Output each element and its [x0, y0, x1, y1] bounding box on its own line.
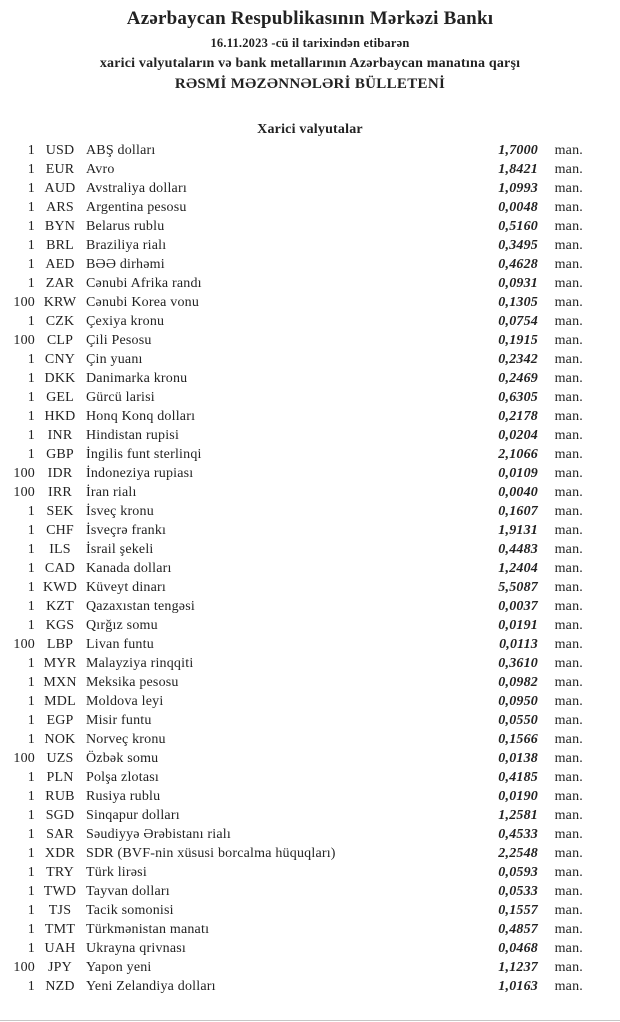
currency-name: İngilis funt sterlinqi: [86, 447, 202, 462]
rate-value: 0,1557: [498, 903, 538, 918]
rate-row: [0, 730, 620, 749]
rate-value: 1,9131: [498, 523, 538, 538]
rate-quantity: 1: [27, 903, 35, 918]
rate-quantity: 1: [27, 713, 35, 728]
rate-unit: man.: [554, 922, 583, 937]
rate-value: 1,7000: [498, 143, 538, 158]
rate-value: 2,2548: [498, 846, 538, 861]
rate-value: 0,2469: [498, 371, 538, 386]
currency-code: GEL: [46, 390, 74, 405]
currency-code: TWD: [43, 884, 77, 899]
currency-code: IDR: [47, 466, 73, 481]
currency-code: UAH: [44, 941, 76, 956]
effective-date-line: 16.11.2023 -cü il tarixindən etibarən: [210, 36, 410, 50]
currency-code: CAD: [44, 561, 76, 576]
rate-row: [0, 141, 620, 160]
rate-quantity: 1: [27, 922, 35, 937]
currency-name: Türkmənistan manatı: [86, 922, 210, 937]
rate-row: [0, 673, 620, 692]
rate-row: [0, 768, 620, 787]
rate-row: [0, 654, 620, 673]
currency-name: İndoneziya rupiası: [86, 466, 194, 481]
rate-unit: man.: [554, 428, 583, 443]
rate-value: 2,1066: [498, 447, 538, 462]
rate-row: [0, 958, 620, 977]
rate-row: [0, 312, 620, 331]
rate-row: [0, 901, 620, 920]
section-title-foreign-currencies: Xarici valyutalar: [257, 122, 363, 137]
rate-unit: man.: [554, 181, 583, 196]
currency-name: Argentina pesosu: [86, 200, 187, 215]
rate-value: 0,1305: [498, 295, 538, 310]
rate-value: 0,4483: [498, 542, 538, 557]
currency-code: ILS: [49, 542, 71, 557]
rate-row: [0, 882, 620, 901]
rate-quantity: 1: [27, 371, 35, 386]
rate-unit: man.: [554, 827, 583, 842]
rate-quantity: 1: [27, 732, 35, 747]
rate-unit: man.: [554, 542, 583, 557]
rate-value: 0,0550: [498, 713, 538, 728]
currency-name: İsrail şekeli: [86, 542, 154, 557]
rate-row: [0, 616, 620, 635]
rate-row: [0, 635, 620, 654]
rate-unit: man.: [554, 295, 583, 310]
rate-value: 0,0931: [498, 276, 538, 291]
rate-unit: man.: [554, 979, 583, 994]
rate-row: [0, 255, 620, 274]
currency-code: XDR: [44, 846, 76, 861]
rate-value: 0,0593: [498, 865, 538, 880]
rate-row: [0, 160, 620, 179]
currency-code: AUD: [44, 181, 76, 196]
rate-quantity: 1: [27, 694, 35, 709]
rate-quantity: 1: [27, 675, 35, 690]
currency-code: DKK: [44, 371, 76, 386]
currency-name: Moldova leyi: [86, 694, 164, 709]
rate-unit: man.: [554, 200, 583, 215]
rate-row: [0, 331, 620, 350]
currency-name: Qazaxıstan tengəsi: [86, 599, 195, 614]
rate-unit: man.: [554, 143, 583, 158]
rate-unit: man.: [554, 561, 583, 576]
rate-quantity: 1: [27, 656, 35, 671]
rate-quantity: 1: [27, 523, 35, 538]
currency-code: KGS: [45, 618, 75, 633]
rate-unit: man.: [554, 865, 583, 880]
rate-value: 0,0109: [498, 466, 538, 481]
rate-unit: man.: [554, 352, 583, 367]
rate-quantity: 1: [27, 618, 35, 633]
rate-quantity: 1: [27, 352, 35, 367]
currency-name: Özbək somu: [86, 751, 159, 766]
rate-row: [0, 844, 620, 863]
rate-row: [0, 198, 620, 217]
currency-code: SAR: [46, 827, 74, 842]
rate-value: 0,0950: [498, 694, 538, 709]
rate-value: 0,0040: [498, 485, 538, 500]
rate-row: [0, 825, 620, 844]
currency-name: Gürcü larisi: [86, 390, 155, 405]
rate-unit: man.: [554, 808, 583, 823]
currency-code: HKD: [44, 409, 76, 424]
currency-name: Avstraliya dolları: [86, 181, 187, 196]
rate-value: 0,0037: [498, 599, 538, 614]
currency-code: CZK: [45, 314, 75, 329]
currency-code: PLN: [46, 770, 74, 785]
rate-unit: man.: [554, 219, 583, 234]
currency-name: Honq Konq dolları: [86, 409, 196, 424]
rate-quantity: 100: [13, 333, 35, 348]
currency-code: MYR: [43, 656, 77, 671]
rate-row: [0, 426, 620, 445]
currency-code: IRR: [48, 485, 72, 500]
currency-code: KZT: [46, 599, 74, 614]
rate-row: [0, 293, 620, 312]
currency-name: Danimarka kronu: [86, 371, 188, 386]
rate-value: 0,0754: [498, 314, 538, 329]
rate-row: [0, 521, 620, 540]
rate-quantity: 1: [27, 314, 35, 329]
rate-quantity: 1: [27, 181, 35, 196]
currency-name: Yeni Zelandiya dolları: [86, 979, 216, 994]
rate-value: 0,0048: [498, 200, 538, 215]
currency-name: Türk lirəsi: [86, 865, 147, 880]
rate-row: [0, 711, 620, 730]
rate-row: [0, 578, 620, 597]
rate-value: 1,2581: [498, 808, 538, 823]
currency-name: Qırğız somu: [86, 618, 158, 633]
currency-code: KRW: [43, 295, 77, 310]
rate-unit: man.: [554, 504, 583, 519]
rate-unit: man.: [554, 751, 583, 766]
bulletin-title: RƏSMİ MƏZƏNNƏLƏRİ BÜLLETENİ: [174, 76, 446, 92]
rate-row: [0, 597, 620, 616]
currency-code: UZS: [46, 751, 74, 766]
currency-code: BRL: [46, 238, 74, 253]
currency-code: KWD: [42, 580, 78, 595]
rate-unit: man.: [554, 409, 583, 424]
rate-row: [0, 274, 620, 293]
rate-row: [0, 920, 620, 939]
currency-name: İsveç kronu: [86, 504, 154, 519]
rate-unit: man.: [554, 466, 583, 481]
rate-unit: man.: [554, 238, 583, 253]
currency-code: MXN: [43, 675, 77, 690]
currency-name: Braziliya rialı: [86, 238, 167, 253]
currency-name: Polşa zlotası: [86, 770, 159, 785]
currency-name: İsveçrə frankı: [86, 523, 167, 538]
currency-name: Ukrayna qrivnası: [86, 941, 187, 956]
rate-row: [0, 502, 620, 521]
rate-quantity: 1: [27, 884, 35, 899]
currency-name: Hindistan rupisi: [86, 428, 180, 443]
currency-code: GBP: [46, 447, 74, 462]
currency-name: BƏƏ dirhəmi: [86, 257, 165, 272]
rate-value: 1,2404: [498, 561, 538, 576]
currency-code: CLP: [46, 333, 74, 348]
rate-row: [0, 692, 620, 711]
rate-value: 5,5087: [498, 580, 538, 595]
rate-unit: man.: [554, 276, 583, 291]
rate-quantity: 1: [27, 276, 35, 291]
currency-name: Çili Pesosu: [86, 333, 152, 348]
rate-unit: man.: [554, 257, 583, 272]
currency-name: Çexiya kronu: [86, 314, 165, 329]
currency-name: Avro: [86, 162, 115, 177]
rate-row: [0, 464, 620, 483]
rate-quantity: 1: [27, 979, 35, 994]
rate-quantity: 1: [27, 865, 35, 880]
rate-quantity: 1: [27, 200, 35, 215]
currency-name: Livan funtu: [86, 637, 154, 652]
rate-unit: man.: [554, 789, 583, 804]
rate-quantity: 1: [27, 219, 35, 234]
rate-quantity: 1: [27, 561, 35, 576]
rate-value: 1,0163: [498, 979, 538, 994]
rate-unit: man.: [554, 903, 583, 918]
rate-quantity: 1: [27, 504, 35, 519]
rate-unit: man.: [554, 314, 583, 329]
rate-unit: man.: [554, 846, 583, 861]
currency-code: NZD: [45, 979, 75, 994]
rate-value: 0,2178: [498, 409, 538, 424]
currency-code: MDL: [44, 694, 76, 709]
rate-row: [0, 559, 620, 578]
currency-name: Meksika pesosu: [86, 675, 179, 690]
rate-row: [0, 236, 620, 255]
rate-unit: man.: [554, 523, 583, 538]
currency-code: AED: [45, 257, 75, 272]
currency-name: Norveç kronu: [86, 732, 166, 747]
rate-row: [0, 787, 620, 806]
currency-code: INR: [47, 428, 73, 443]
rate-value: 0,0138: [498, 751, 538, 766]
rate-value: 0,4533: [498, 827, 538, 842]
rate-row: [0, 445, 620, 464]
rate-unit: man.: [554, 960, 583, 975]
currency-code: LBP: [46, 637, 74, 652]
rate-unit: man.: [554, 333, 583, 348]
currency-code: SEK: [46, 504, 74, 519]
rate-unit: man.: [554, 447, 583, 462]
rate-row: [0, 407, 620, 426]
rate-row: [0, 179, 620, 198]
currency-code: ARS: [46, 200, 74, 215]
rate-row: [0, 977, 620, 996]
currency-name: Çin yuanı: [86, 352, 143, 367]
currency-name: Yapon yeni: [86, 960, 152, 975]
page-title: Azərbaycan Respublikasının Mərkəzi Bankı: [126, 8, 494, 29]
rate-value: 0,4857: [498, 922, 538, 937]
rate-value: 0,1915: [498, 333, 538, 348]
rate-row: [0, 749, 620, 768]
currency-name: Cənubi Afrika randı: [86, 276, 202, 291]
rate-row: [0, 863, 620, 882]
rate-quantity: 1: [27, 162, 35, 177]
rate-quantity: 1: [27, 447, 35, 462]
rate-unit: man.: [554, 162, 583, 177]
rate-quantity: 1: [27, 580, 35, 595]
rate-value: 0,4185: [498, 770, 538, 785]
currency-name: Küveyt dinarı: [86, 580, 166, 595]
rate-row: [0, 350, 620, 369]
rate-quantity: 1: [27, 846, 35, 861]
currency-name: Malayziya rinqqiti: [86, 656, 194, 671]
rate-unit: man.: [554, 371, 583, 386]
rate-unit: man.: [554, 770, 583, 785]
currency-code: CNY: [44, 352, 76, 367]
currency-code: TMT: [44, 922, 76, 937]
currency-code: TRY: [46, 865, 74, 880]
rate-row: [0, 540, 620, 559]
currency-name: İran rialı: [86, 485, 137, 500]
rate-value: 0,4628: [498, 257, 538, 272]
rate-unit: man.: [554, 485, 583, 500]
rate-unit: man.: [554, 675, 583, 690]
page-bottom-rule: [0, 1020, 620, 1021]
currency-name: SDR (BVF-nin xüsusi borcalma hüquqları): [86, 846, 336, 861]
rate-value: 0,0468: [498, 941, 538, 956]
rate-value: 0,0190: [498, 789, 538, 804]
currency-code: JPY: [48, 960, 72, 975]
rate-row: [0, 806, 620, 825]
currency-code: EGP: [46, 713, 74, 728]
rate-quantity: 1: [27, 789, 35, 804]
rate-quantity: 100: [13, 960, 35, 975]
rate-quantity: 1: [27, 257, 35, 272]
rate-quantity: 1: [27, 941, 35, 956]
currency-code: CHF: [46, 523, 74, 538]
rate-value: 1,0993: [498, 181, 538, 196]
currency-code: NOK: [44, 732, 76, 747]
bulletin-subtitle: xarici valyutaların və bank metallarının Azərbaycan manatına qarşı: [99, 56, 521, 71]
rate-row: [0, 388, 620, 407]
rate-row: [0, 217, 620, 236]
currency-code: BYN: [44, 219, 76, 234]
rate-unit: man.: [554, 599, 583, 614]
rate-quantity: 1: [27, 808, 35, 823]
rate-quantity: 1: [27, 599, 35, 614]
currency-name: Səudiyyə Ərəbistanı rialı: [86, 827, 231, 842]
currency-code: TJS: [48, 903, 72, 918]
rate-value: 1,1237: [498, 960, 538, 975]
rate-quantity: 100: [13, 295, 35, 310]
currency-name: Tacik somonisi: [86, 903, 174, 918]
rate-value: 0,1566: [498, 732, 538, 747]
bulletin-header: [0, 0, 620, 93]
rate-unit: man.: [554, 694, 583, 709]
rate-value: 0,2342: [498, 352, 538, 367]
currency-name: Misir funtu: [86, 713, 152, 728]
rate-quantity: 1: [27, 542, 35, 557]
rate-quantity: 1: [27, 428, 35, 443]
currency-name: Sinqapur dolları: [86, 808, 180, 823]
rate-value: 0,1607: [498, 504, 538, 519]
rate-unit: man.: [554, 941, 583, 956]
rate-value: 0,0533: [498, 884, 538, 899]
rate-row: [0, 369, 620, 388]
rate-quantity: 100: [13, 637, 35, 652]
rate-quantity: 1: [27, 390, 35, 405]
currency-name: ABŞ dolları: [86, 143, 156, 158]
rates-table-body: [0, 141, 620, 996]
rate-value: 0,0191: [498, 618, 538, 633]
rate-unit: man.: [554, 618, 583, 633]
rate-value: 0,3610: [498, 656, 538, 671]
rate-unit: man.: [554, 732, 583, 747]
currency-code: ZAR: [45, 276, 75, 291]
rate-quantity: 100: [13, 485, 35, 500]
currency-code: RUB: [45, 789, 75, 804]
rate-unit: man.: [554, 580, 583, 595]
currency-name: Cənubi Korea vonu: [86, 295, 200, 310]
rate-value: 0,3495: [498, 238, 538, 253]
rate-unit: man.: [554, 656, 583, 671]
currency-name: Belarus rublu: [86, 219, 165, 234]
rate-quantity: 1: [27, 827, 35, 842]
rate-row: [0, 483, 620, 502]
rate-quantity: 1: [27, 143, 35, 158]
rate-value: 0,0204: [498, 428, 538, 443]
rate-value: 0,0113: [499, 637, 538, 652]
rate-unit: man.: [554, 713, 583, 728]
currency-code: EUR: [45, 162, 75, 177]
rate-row: [0, 939, 620, 958]
currency-code: SGD: [45, 808, 75, 823]
rate-quantity: 1: [27, 770, 35, 785]
currency-name: Tayvan dolları: [86, 884, 170, 899]
rate-value: 0,6305: [498, 390, 538, 405]
rate-quantity: 100: [13, 466, 35, 481]
rate-unit: man.: [554, 884, 583, 899]
rate-value: 0,5160: [498, 219, 538, 234]
currency-name: Rusiya rublu: [86, 789, 161, 804]
rate-quantity: 1: [27, 409, 35, 424]
currency-code: USD: [45, 143, 75, 158]
rate-quantity: 1: [27, 238, 35, 253]
rate-value: 0,0982: [498, 675, 538, 690]
rate-unit: man.: [554, 637, 583, 652]
rate-unit: man.: [554, 390, 583, 405]
rate-value: 1,8421: [498, 162, 538, 177]
currency-name: Kanada dolları: [86, 561, 172, 576]
rate-quantity: 100: [13, 751, 35, 766]
